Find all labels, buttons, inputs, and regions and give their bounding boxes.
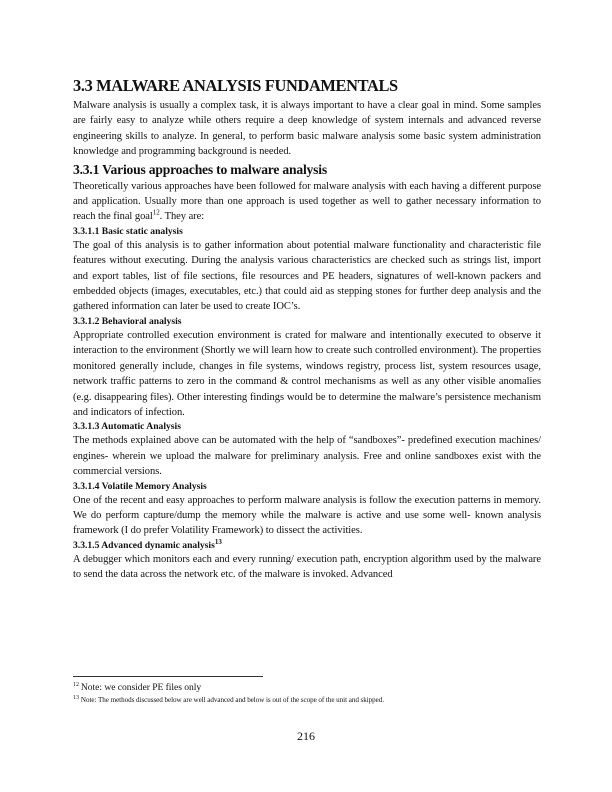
advanced-heading-text: 3.3.1.5 Advanced dynamic analysis <box>73 539 215 551</box>
subsection-title: 3.3.1 Various approaches to malware analysis <box>73 161 327 177</box>
item-body-automatic: The methods explained above can be automated with the help of “sandboxes”- predefined execution machines/ engines- wherein we upload the malware for preliminary analysis. Free and online sandboxes exist with the commercial versions. <box>73 435 541 478</box>
subsection-intro-tail: . They are: <box>159 211 205 223</box>
item-body-behavioral: Appropriate controlled execution environment is crated for malware and intentionally executed to observe it interaction to the environment (Shortly we will learn how to create such controlled environment). The properties monitored generally include, changes in file systems, windows registry, process list, system resources usage, network traffic patterns to zero in the command & control mechanisms as well as any other visible anomalies (e.g. disappearing files). Other interesting findings would be to determine the malware’s persistence mechanism and indicators of infection. <box>73 329 541 418</box>
section-intro-paragraph: Malware analysis is usually a complex task, it is always important to have a clear goal in mind. Some samples are fairly easy to analyze while others require a deep knowledge of system internals and advanced reverse engineering skills to analyze. In general, to perform basic malware analysis some basic system administration knowledge and programming background is needed. <box>73 100 541 158</box>
item-heading-behavioral: 3.3.1.2 Behavioral analysis <box>73 315 182 327</box>
page-content <box>73 76 541 583</box>
item-body-advanced: A debugger which monitors each and every running/ execution path, encryption algorithm used by the malware to send the data across the network etc. of the malware is invoked. Advanced <box>73 553 541 581</box>
subsection-intro-text: Theoretically various approaches have been followed for malware analysis with each having a different purpose and application. Usually more than one approach is used together as well to gather necessary information to reach the final goal <box>73 180 541 223</box>
footnote-number: 12 <box>73 681 79 688</box>
page-number: 216 <box>297 729 315 743</box>
footnote-text: Note: we consider PE files only <box>80 682 202 693</box>
footnote-number: 13 <box>73 694 79 701</box>
footnote-ref-13[interactable]: 13 <box>214 537 222 546</box>
footnotes <box>73 681 543 707</box>
item-heading-automatic: 3.3.1.3 Automatic Analysis <box>73 421 181 433</box>
item-heading-static: 3.3.1.1 Basic static analysis <box>73 225 183 237</box>
item-heading-advanced <box>73 539 541 552</box>
footnote-13 <box>73 694 543 707</box>
section-title: 3.3 MALWARE ANALYSIS FUNDAMENTALS <box>73 76 398 95</box>
item-body-volatile: One of the recent and easy approaches to perform malware analysis is follow the execution patterns in memory. We do perform capture/dump the memory while the malware is active and use some well- known analysis framework (I do prefer Volatility Framework) to dissect the activities. <box>73 494 541 537</box>
item-heading-volatile: 3.3.1.4 Volatile Memory Analysis <box>73 480 207 492</box>
footnote-text: Note: The methods discussed below are well advanced and below is out of the scope of the unit and skipped. <box>80 696 384 704</box>
footnote-12 <box>73 681 543 694</box>
item-body-static: The goal of this analysis is to gather information about potential malware functionality and characteristic file features without executing. During the analysis various characteristics are checked such as strings list, import and export tables, list of file sections, file resources and PE headers, signatures of well-known packers and embedded objects (images, executables, etc.) that could aid as stepping stones for further deep analysis and the gathered information can later be used to create IOC’s. <box>73 239 541 313</box>
footnote-divider <box>73 676 263 677</box>
footnote-ref-12[interactable]: 12 <box>152 208 160 217</box>
subsection-intro-paragraph <box>73 179 541 225</box>
